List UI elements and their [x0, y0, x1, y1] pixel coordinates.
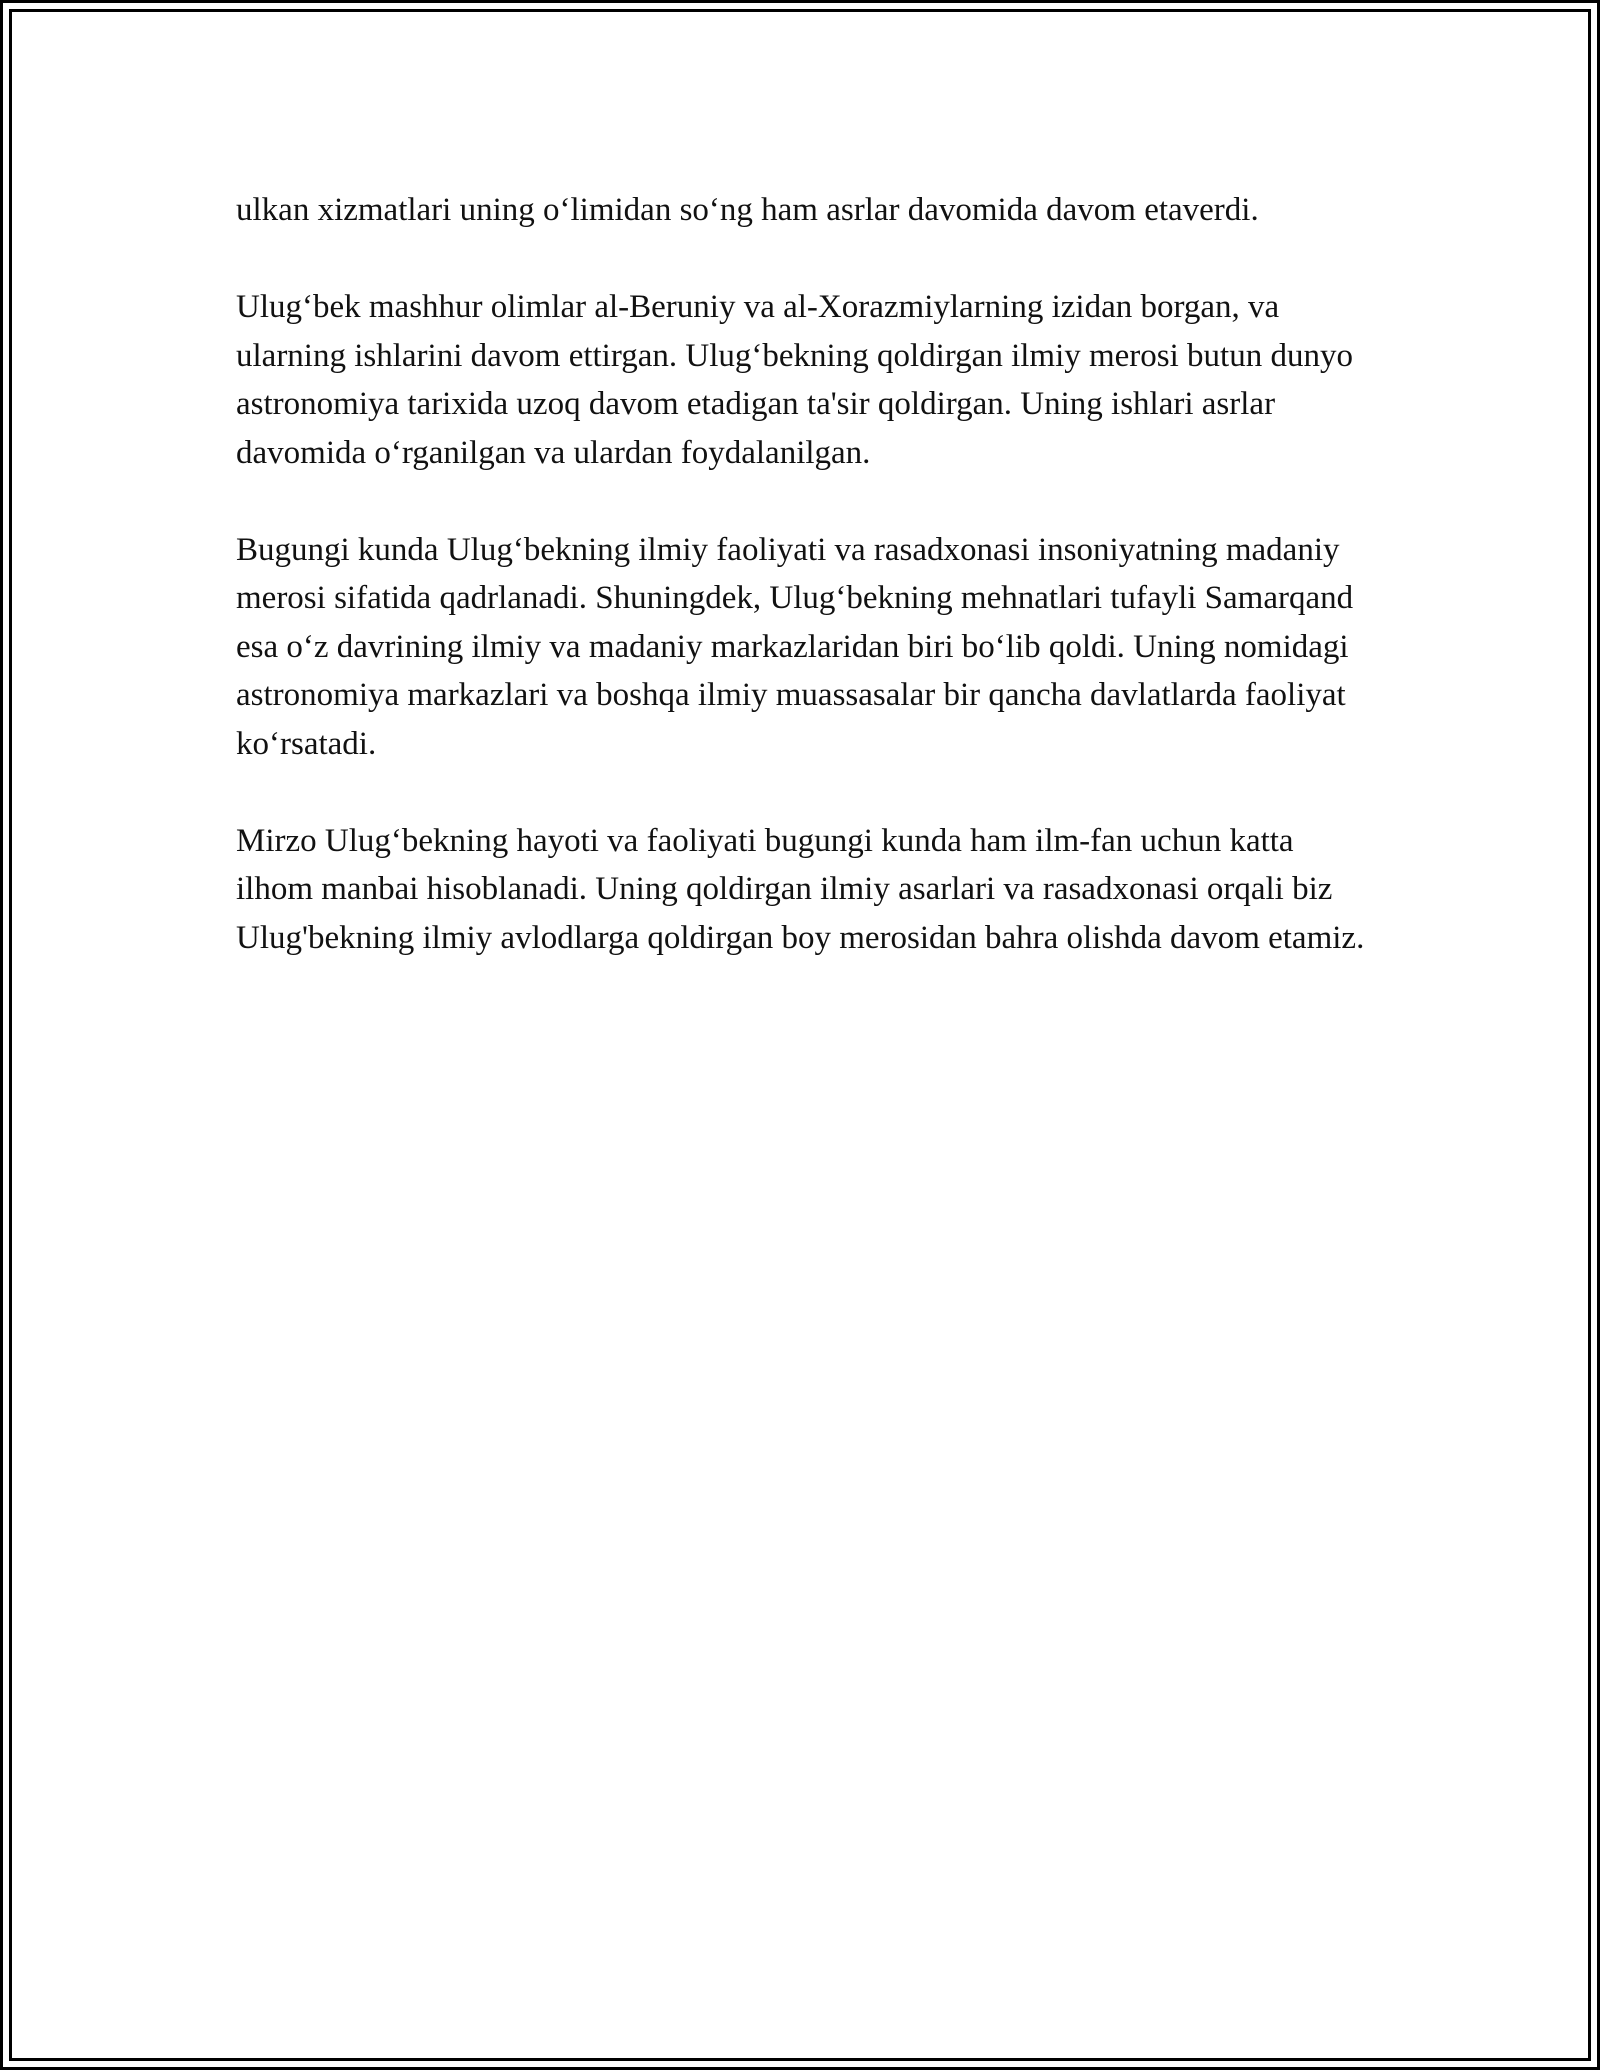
paragraph-2: Ulug‘bek mashhur olimlar al-Beruniy va al-Xorazmiylarning izidan borgan, va ularning ishlarini davom ettirgan. Ulug‘bekning qoldirgan ilmiy merosi butun dunyo astronomiya tarixida uzoq davom etadigan ta'sir qoldirgan. Uning ishlari asrlar davomida o‘rganilgan va ulardan foydalanilgan.: [236, 289, 1353, 471]
paragraph-3: Bugungi kunda Ulug‘bekning ilmiy faoliyati va rasadxonasi insoniyatning madaniy merosi sifatida qadrlanadi. Shuningdek, Ulug‘bekning mehnatlari tufayli Samarqand esa o‘z davrining ilmiy va madaniy markazlaridan biri bo‘lib qoldi. Uning nomidagi astronomiya markazlari va boshqa ilmiy muassasalar bir qancha davlatlarda faoliyat ko‘rsatadi.: [236, 531, 1354, 762]
paragraph-1: ulkan xizmatlari uning o‘limidan so‘ng ham asrlar davomida davom etaverdi.: [236, 192, 1259, 228]
paragraph-4: Mirzo Ulug‘bekning hayoti va faoliyati bugungi kunda ham ilm-fan uchun katta ilhom manbai hisoblanadi. Uning qoldirgan ilmiy asarlari va rasadxonasi orqali biz Ulug'bekning ilmiy avlodlarga qoldirgan boy merosidan bahra olishda davom etamiz.: [236, 822, 1365, 956]
document-body: [236, 186, 1376, 962]
